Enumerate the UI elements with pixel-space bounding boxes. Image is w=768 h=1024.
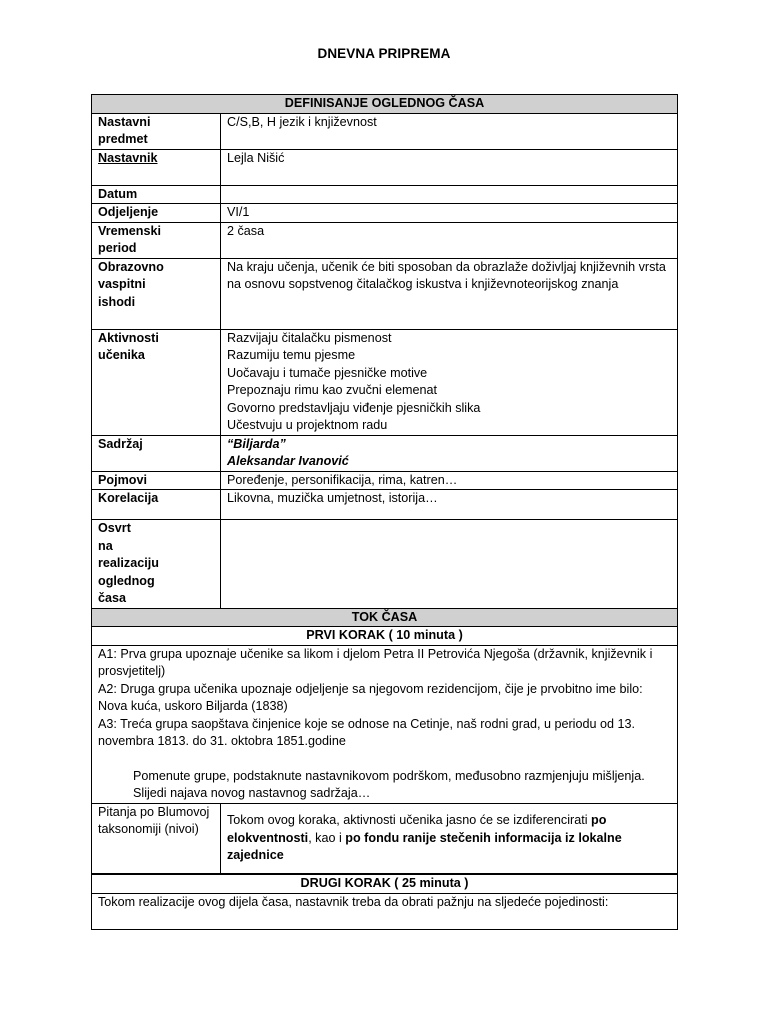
value-korelacija: Likovna, muzička umjetnost, istorija… (221, 490, 678, 520)
text-line: prosvjetitelj) (98, 664, 166, 678)
label-nastavni-predmet (92, 113, 221, 149)
table-row (92, 803, 678, 874)
label-line: Osvrt (98, 521, 131, 535)
label-line: na (98, 538, 113, 553)
table-row (92, 149, 678, 185)
list-item: Razvijaju čitalačku pismenost (227, 330, 392, 345)
table-row (92, 627, 678, 646)
label-line: Aktivnosti (98, 330, 159, 345)
value-ishodi (221, 258, 678, 329)
text-line: Na kraju učenja, učenik će biti sposoban da obrazlaže doživljaj književnih vrsta (227, 259, 666, 274)
text-line: A1: Prva grupa upoznaje učenike sa likom i djelom Petra II Petrovića Njegoša (državnik, književnik i (98, 646, 653, 661)
table-row (92, 645, 678, 803)
lesson-plan-table (91, 94, 678, 930)
section-header-row (92, 608, 678, 627)
spacer (98, 751, 671, 768)
label-osvrt (92, 520, 221, 609)
section-header-row (92, 95, 678, 114)
list-item: Učestvuju u projektnom radu (227, 418, 388, 432)
label-line: časa (98, 591, 127, 605)
label-line: realizaciju (98, 556, 159, 570)
text-line: A2: Druga grupa učenika upoznaje odjeljenje sa njegovom rezidencijom, čije je prvobitno ime bilo: (98, 681, 643, 696)
text-line: Slijedi najava novog nastavnog sadržaja… (133, 786, 371, 800)
value-blum (221, 803, 678, 874)
value-aktivnosti (221, 329, 678, 435)
label-aktivnosti (92, 329, 221, 435)
table-row (92, 222, 678, 258)
label-korelacija: Korelacija (92, 490, 221, 520)
text-line: A3: Treća grupa saopštava činjenice koje se odnose na Cetinje, naš rodni grad, u periodu od 13. (98, 716, 635, 731)
text-line: Pomenute grupe, podstaknute nastavnikovom podrškom, međusobno razmjenjuju mišljenja. (133, 768, 645, 783)
label-blum (92, 803, 221, 874)
document-title: DNEVNA PRIPREMA (317, 46, 451, 61)
table-row (92, 471, 678, 490)
table-row (92, 329, 678, 435)
label-line: predmet (98, 132, 148, 146)
label-line: Obrazovno (98, 259, 164, 274)
value-sadrzaj (221, 435, 678, 471)
bold-span: po (591, 813, 607, 827)
label-line: Vremenski (98, 223, 162, 238)
table-row (92, 204, 678, 223)
label-line: oglednog (98, 573, 155, 588)
label-vremenski-period (92, 222, 221, 258)
table-row (92, 520, 678, 609)
step-title-prvi-korak: PRVI KORAK ( 10 minuta ) (92, 627, 678, 646)
poem-title: “Biljarda” (227, 436, 286, 451)
label-line: učenika (98, 348, 145, 362)
table-row (92, 490, 678, 520)
label-sadrzaj: Sadržaj (92, 435, 221, 471)
label-nastavnik (92, 149, 221, 185)
label-line: Pitanja po Blumovoj (98, 804, 210, 819)
label-ishodi (92, 258, 221, 329)
list-item: Govorno predstavljaju viđenje pjesničkih slika (227, 400, 481, 415)
table-row (92, 113, 678, 149)
value-osvrt (221, 520, 678, 609)
prvi-korak-body (92, 645, 678, 803)
table-row (92, 874, 678, 893)
table-row (92, 185, 678, 204)
text-line: novembra 1813. do 31. oktobra 1851.godine (98, 734, 346, 748)
text-span: , kao i (308, 830, 346, 845)
table-row (92, 893, 678, 929)
label-line: taksonomiji (nivoi) (98, 822, 199, 836)
section-header-tok-casa: TOK ČASA (92, 608, 678, 627)
label-line: ishodi (98, 294, 136, 309)
bold-span: elokventnosti (227, 830, 309, 845)
label-odjeljenje: Odjeljenje (92, 204, 221, 223)
text-line: na osnovu sopstvenog čitalačkog iskustva i književnoteorijskog znanja (227, 277, 619, 291)
value-nastavni-predmet: C/S,B, H jezik i književnost (221, 113, 678, 149)
value-pojmovi: Poređenje, personifikacija, rima, katren… (221, 471, 678, 490)
text-line: Nova kuća, uskoro Biljarda (1838) (98, 699, 288, 713)
value-vremenski-period: 2 časa (221, 222, 678, 258)
text-span: Tokom ovog koraka, aktivnosti učenika jasno će se izdiferencirati (227, 813, 591, 827)
poem-author: Aleksandar Ivanović (227, 454, 349, 468)
bold-span: po fondu ranije stečenih informacija iz lokalne zajednice (227, 830, 622, 862)
drugi-korak-body: Tokom realizacije ovog dijela časa, nastavnik treba da obrati pažnju na sljedeće pojedinosti: (92, 893, 678, 929)
list-item: Uočavaju i tumače pjesničke motive (227, 365, 428, 380)
list-item: Razumiju temu pjesme (227, 348, 356, 362)
label-line: vaspitni (98, 277, 146, 291)
table-row (92, 435, 678, 471)
section-header-definisanje: DEFINISANJE OGLEDNOG ČASA (92, 95, 678, 114)
value-nastavnik: Lejla Nišić (221, 149, 678, 185)
table-row (92, 258, 678, 329)
value-datum (221, 185, 678, 204)
label-datum: Datum (92, 185, 221, 204)
value-odjeljenje: VI/1 (221, 204, 678, 223)
label-line: Nastavni (98, 114, 151, 129)
label-pojmovi: Pojmovi (92, 471, 221, 490)
label-text: Nastavnik (98, 150, 158, 165)
label-line: period (98, 241, 137, 255)
step-title-drugi-korak: DRUGI KORAK ( 25 minuta ) (92, 874, 678, 893)
list-item: Prepoznaju rimu kao zvučni elemenat (227, 383, 438, 397)
